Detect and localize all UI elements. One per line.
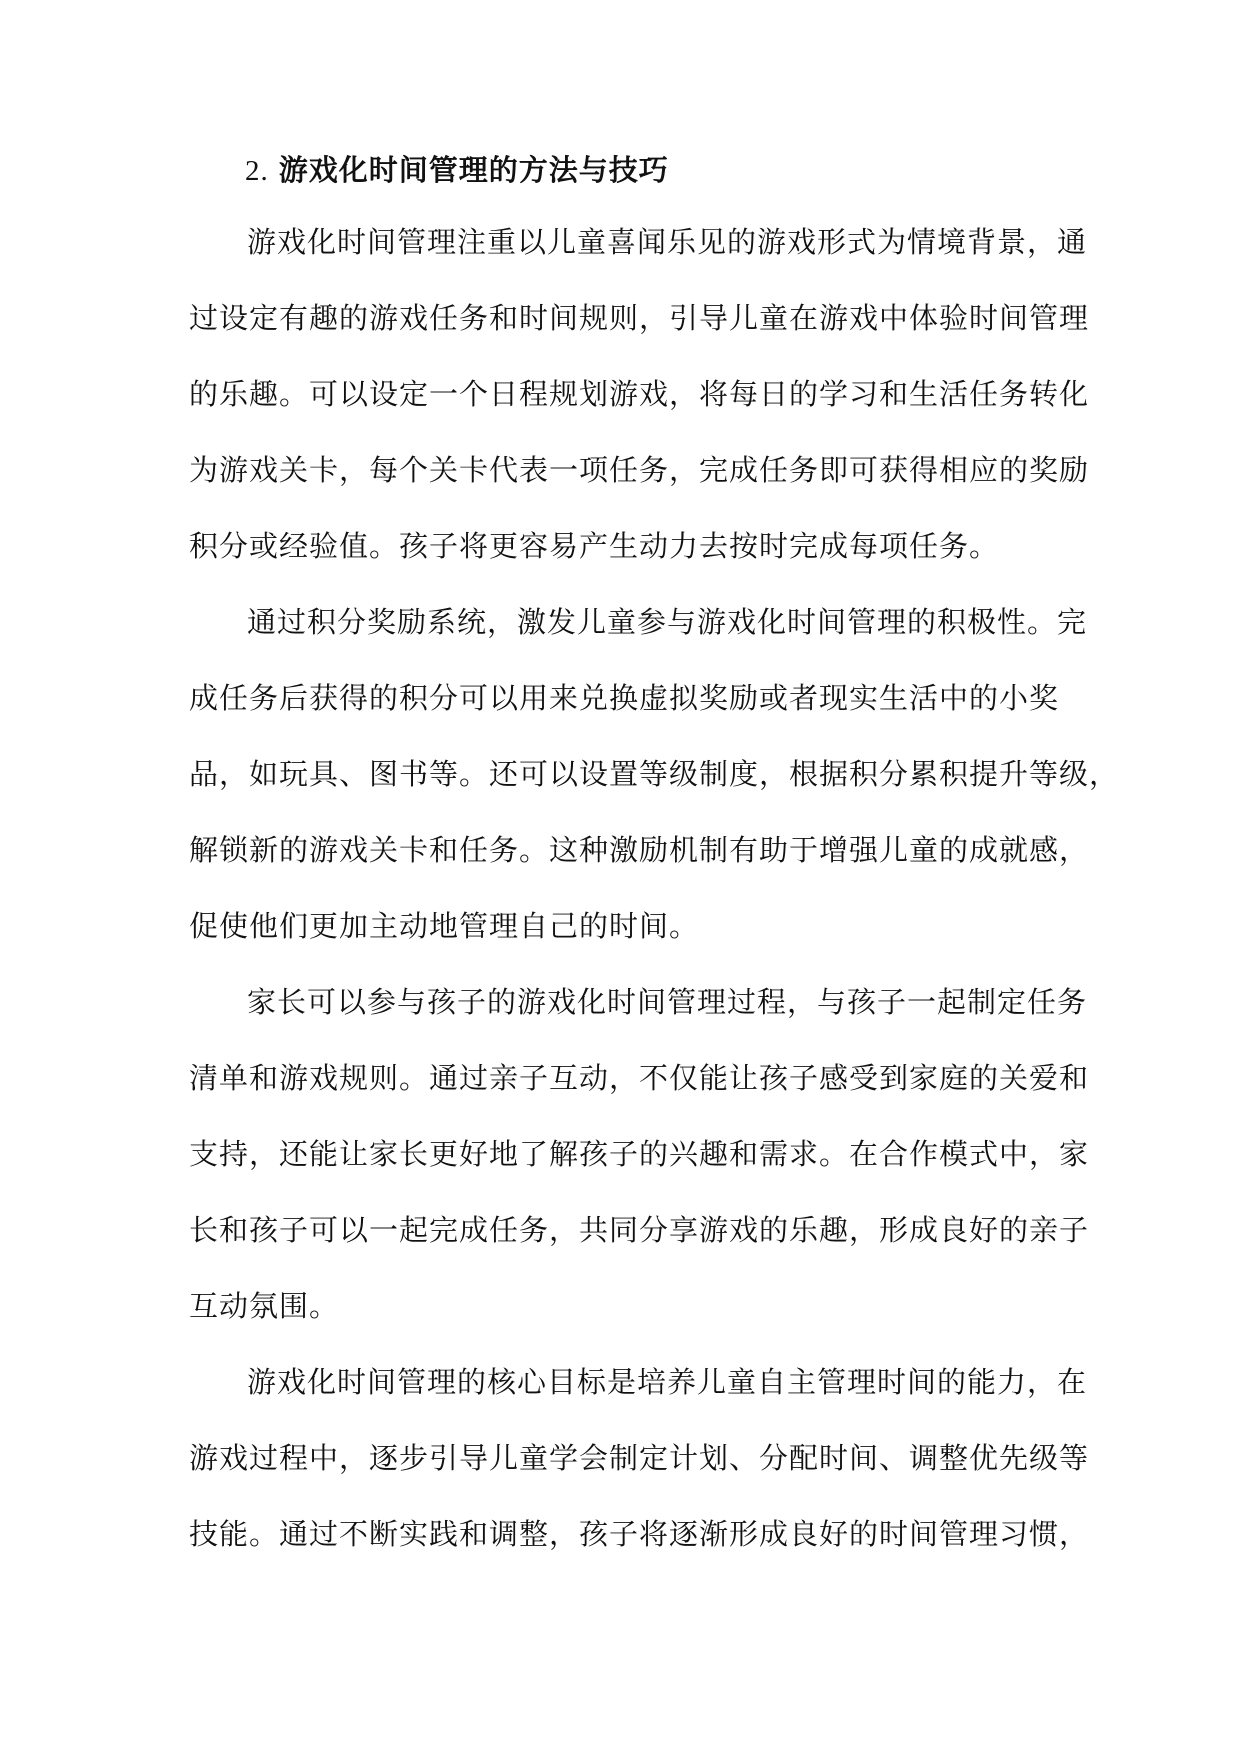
paragraph-line: 通过积分奖励系统，激发儿童参与游戏化时间管理的积极性。完 (247, 605, 1088, 639)
paragraph-line: 互动氛围。 (189, 1289, 340, 1323)
section-heading (189, 146, 1059, 194)
paragraph-line: 游戏过程中，逐步引导儿童学会制定计划、分配时间、调整优先级等 (189, 1441, 1090, 1475)
document-body (189, 146, 1120, 1556)
paragraph-line: 过设定有趣的游戏任务和时间规则，引导儿童在游戏中体验时间管理 (189, 301, 1090, 335)
paragraph-line: 促使他们更加主动地管理自己的时间。 (189, 909, 700, 943)
paragraph-line: 清单和游戏规则。通过亲子互动，不仅能让孩子感受到家庭的关爱和 (189, 1061, 1090, 1095)
paragraph-line: 支持，还能让家长更好地了解孩子的兴趣和需求。在合作模式中，家 (189, 1137, 1090, 1171)
paragraph-line: 家长可以参与孩子的游戏化时间管理过程，与孩子一起制定任务 (247, 985, 1088, 1019)
paragraph-line: 成任务后获得的积分可以用来兑换虚拟奖励或者现实生活中的小奖 (189, 681, 1060, 715)
paragraph-line: 为游戏关卡，每个关卡代表一项任务，完成任务即可获得相应的奖励 (189, 453, 1090, 487)
paragraph-3 (189, 980, 1090, 1328)
paragraph-line: 长和孩子可以一起完成任务，共同分享游戏的乐趣，形成良好的亲子 (189, 1213, 1090, 1247)
paragraph-line: 积分或经验值。孩子将更容易产生动力去按时完成每项任务。 (189, 529, 1000, 563)
section-title: 游戏化时间管理的方法与技巧 (278, 153, 669, 187)
paragraph-4 (189, 1360, 1090, 1556)
paragraph-line: 的乐趣。可以设定一个日程规划游戏，将每日的学习和生活任务转化 (189, 377, 1090, 411)
paragraph-line: 品，如玩具、图书等。还可以设置等级制度，根据积分累积提升等级， (189, 757, 1120, 791)
paragraph-line: 游戏化时间管理的核心目标是培养儿童自主管理时间的能力，在 (247, 1365, 1088, 1399)
paragraph-line: 解锁新的游戏关卡和任务。这种激励机制有助于增强儿童的成就感， (189, 833, 1090, 867)
section-number: 2. (245, 155, 269, 187)
paragraph-1 (189, 220, 1090, 568)
paragraph-line: 技能。通过不断实践和调整，孩子将逐渐形成良好的时间管理习惯， (189, 1517, 1090, 1551)
paragraph-2 (189, 600, 1120, 948)
paragraph-line: 游戏化时间管理注重以儿童喜闻乐见的游戏形式为情境背景，通 (247, 225, 1088, 259)
